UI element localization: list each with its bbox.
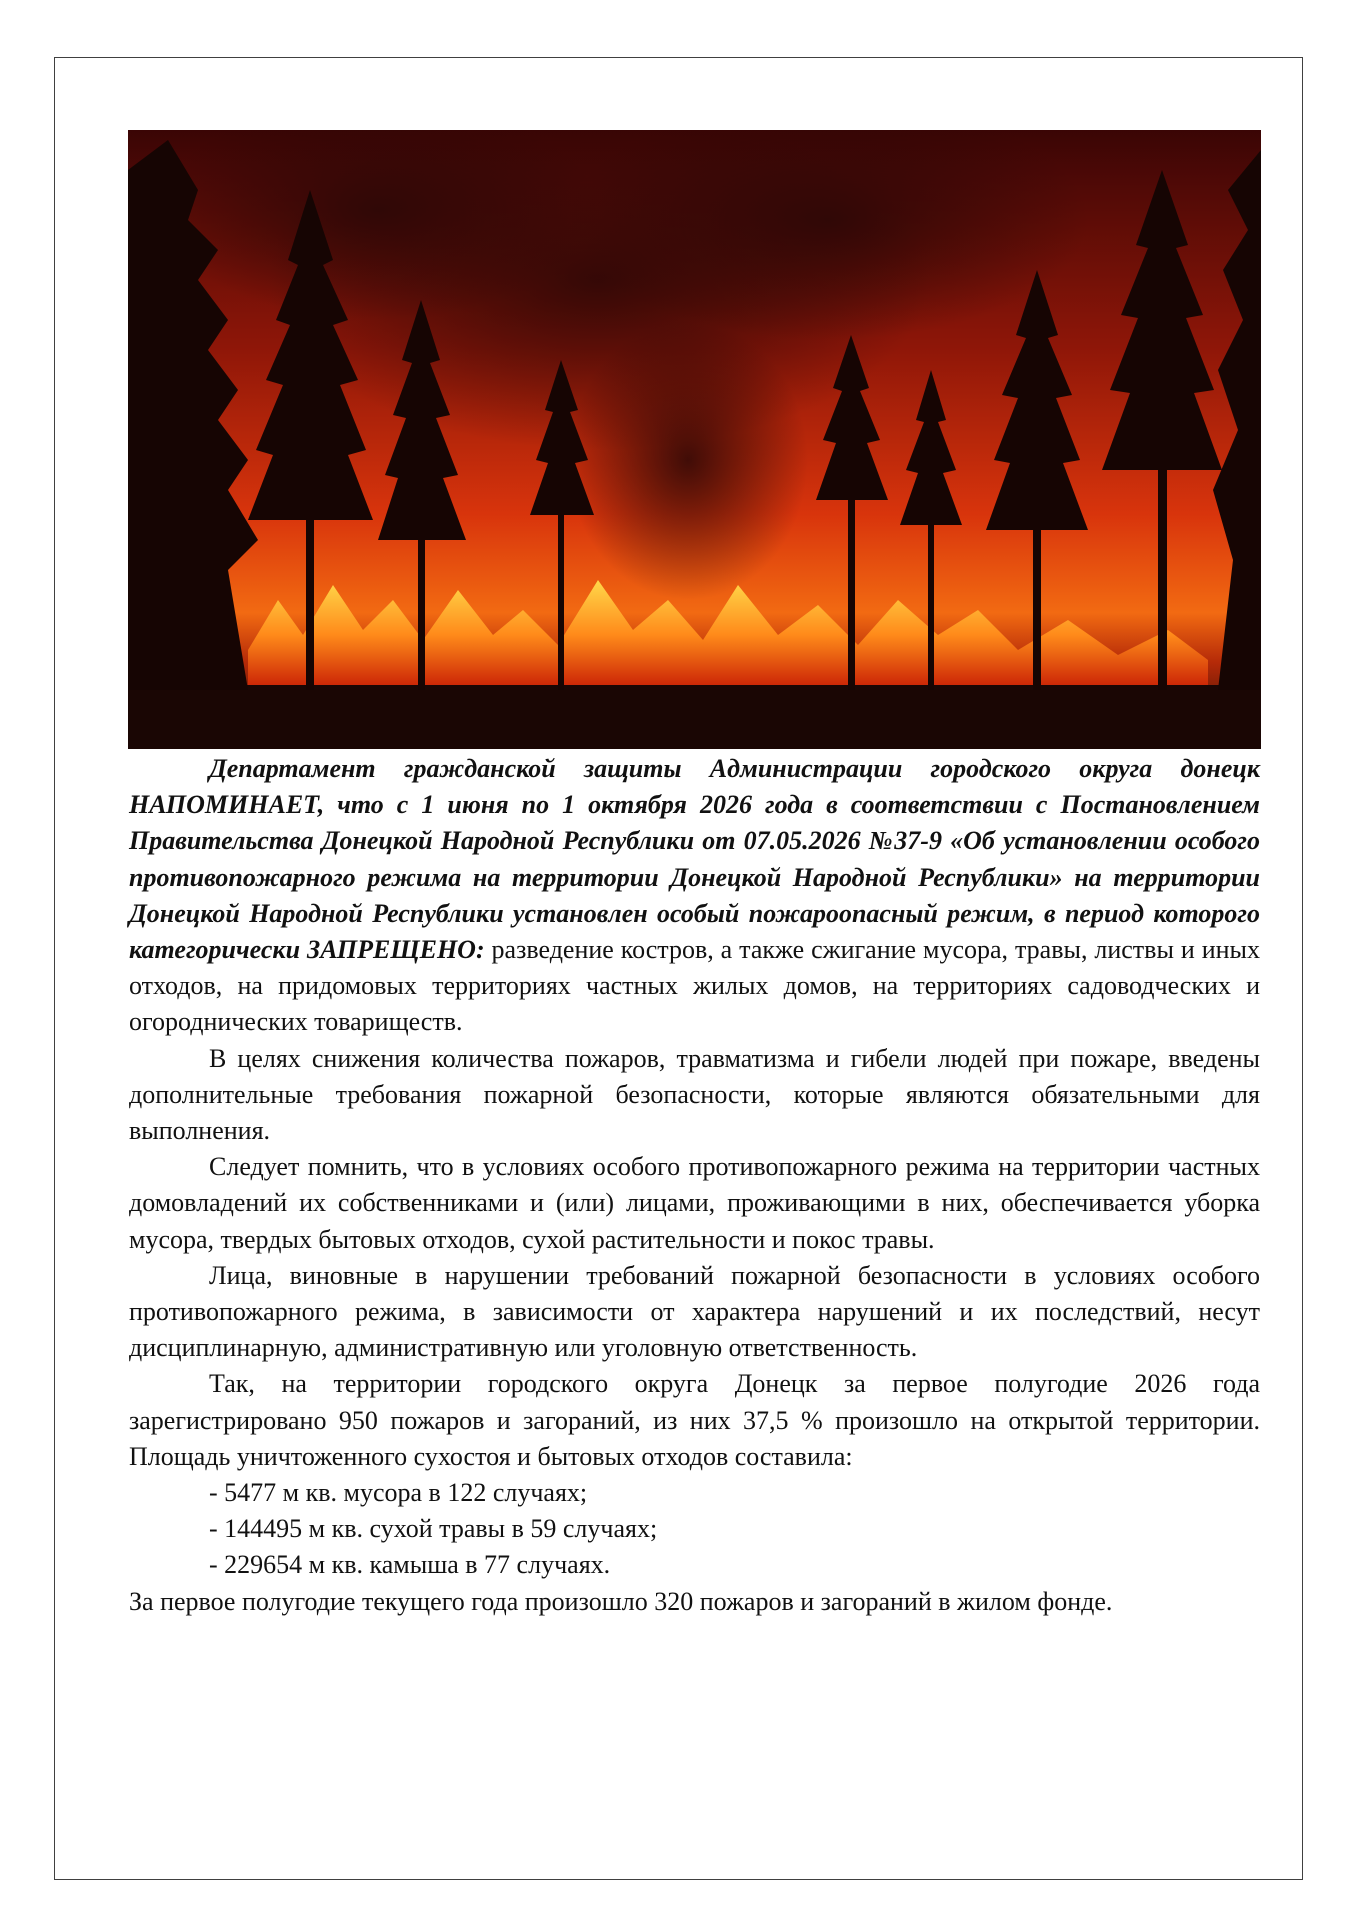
paragraph-requirements: В целях снижения количества пожаров, травматизма и гибели людей при пожаре, введены дополнительные требования пожарной безопасности, которые являются обязательными для выполнения. [129, 1043, 1260, 1146]
paragraph-closing: За первое полугодие текущего года произошло 320 пожаров и загораний в жилом фонде. [129, 1586, 1113, 1616]
list-item: - 229654 м кв. камыша в 77 случаях. [209, 1550, 611, 1580]
paragraph-cleanup: Следует помнить, что в условиях особого противопожарного режима на территории частных домовладений их собственниками и (или) лицами, проживающими в них, обеспечивается уборка мусора, твердых бытовых отходов, сухой растительности и покос травы. [129, 1152, 1260, 1254]
lead-bold-text: Департамент гражданской защиты Администрации городского округа донецк НАПОМИНАЕТ, что с 1 июня по 1 октября 2026 года в соответствии с Постановлением Правительства Донецкой Народной Республики от 07.05.2026 №37-9 «Об установлении особого противопожарного режима на территории Донецкой Народной Республики» на территории Донецкой Народной Республики установлен особый пожароопасный режим, в период которого категорически ЗАПРЕЩЕНО: [129, 754, 1260, 965]
paragraph-liability: Лица, виновные в нарушении требований пожарной безопасности в условиях особого противопожарного режима, в зависимости от характера нарушений и их последствий, несут дисциплинарную, административную или уголовную ответственность. [129, 1260, 1260, 1363]
list-item: - 144495 м кв. сухой травы в 59 случаях; [209, 1514, 658, 1544]
notice-text [129, 751, 1260, 1620]
forest-fire-illustration [128, 130, 1261, 749]
paragraph-statistics: Так, на территории городского округа Донецк за первое полугодие 2026 года зарегистрировано 950 пожаров и загораний, из них 37,5 % произошло на открытой территории. Площадь уничтоженного сухостоя и бытовых отходов составила: [129, 1369, 1260, 1471]
list-item: - 5477 м кв. мусора в 122 случаях; [209, 1478, 588, 1508]
lead-paragraph [129, 751, 1260, 1041]
lead-regular-text: разведение костров, а также сжигание мусора, травы, листвы и иных отходов, на придомовых территориях частных жилых домов, на территориях садоводческих и огороднических товариществ. [129, 935, 1260, 1037]
statistics-list [129, 1475, 1260, 1584]
forest-fire-image [128, 130, 1261, 749]
